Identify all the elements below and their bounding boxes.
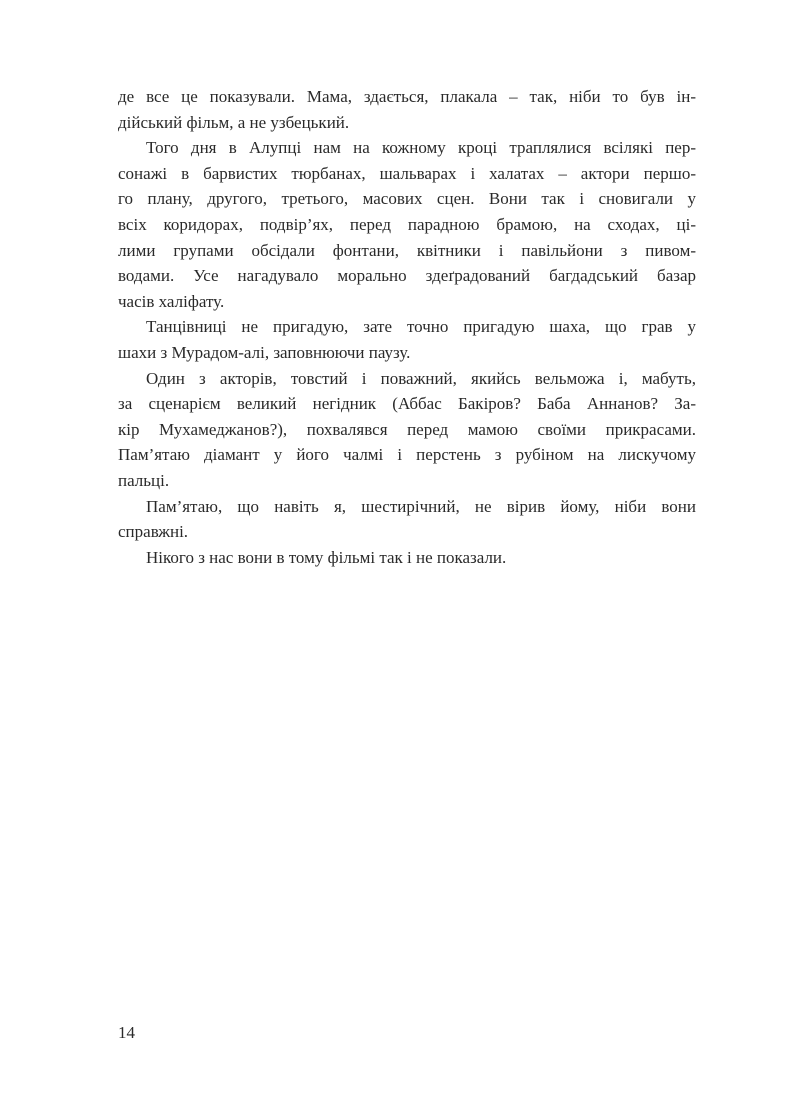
body-text	[118, 84, 696, 570]
text-line: го плану, другого, третього, масових сцен. Вони так і сновигали у	[118, 189, 696, 209]
text-line: Один з акторів, товстий і поважний, якийсь вельможа і, мабуть,	[146, 368, 696, 388]
text-line: водами. Усе нагадувало морально здеґрадований багдадський базар	[118, 266, 696, 286]
text-line: сонажі в барвистих тюрбанах, шальварах і халатах – актори першо-	[118, 163, 696, 183]
text-line: Нікого з нас вони в тому фільмі так і не показали.	[146, 547, 507, 567]
text-line: Пам’ятаю діамант у його чалмі і перстень з рубіном на лискучому	[118, 445, 696, 465]
text-line: справжні.	[118, 522, 189, 542]
text-line: кір Мухамеджанов?), похвалявся перед мамою своїми прикрасами.	[118, 419, 696, 439]
text-line: Танцівниці не пригадую, зате точно пригадую шаха, що грав у	[146, 317, 696, 337]
page-number: 14	[118, 1023, 135, 1042]
text-line: всіх коридорах, подвір’ях, перед парадною брамою, на сходах, ці-	[118, 214, 696, 234]
text-line: дійський фільм, а не узбецький.	[118, 112, 350, 132]
text-line: пальці.	[118, 470, 170, 490]
text-line: лими групами обсідали фонтани, квітники і павільйони з пивом-	[118, 240, 696, 260]
text-line: часів халіфату.	[118, 291, 225, 311]
text-line: Того дня в Алупці нам на кожному кроці траплялися всілякі пер-	[146, 138, 696, 158]
text-line: Пам’ятаю, що навіть я, шестирічний, не вірив йому, ніби вони	[146, 496, 696, 516]
text-line: шахи з Мурадом-алі, заповнюючи паузу.	[118, 342, 411, 362]
text-line: де все це показували. Мама, здається, плакала – так, ніби то був ін-	[118, 87, 696, 106]
text-line: за сценарієм великий негідник (Аббас Бакіров? Баба Аннанов? За-	[118, 394, 696, 414]
